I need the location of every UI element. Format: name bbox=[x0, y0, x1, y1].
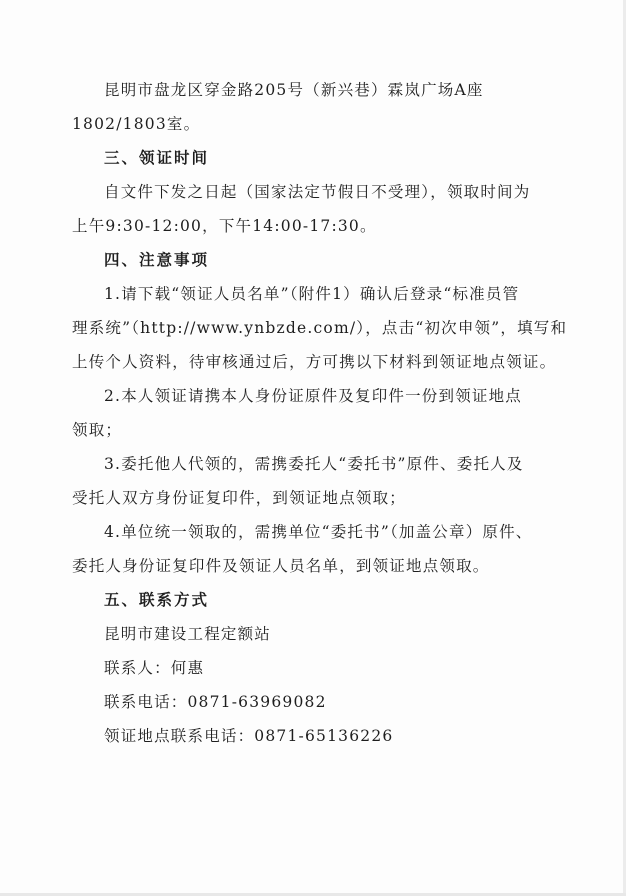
note-item-3-line-2: 受托人双方身份证复印件，到领证地点领取； bbox=[72, 489, 407, 507]
note-item-2-line-2: 领取； bbox=[72, 421, 123, 439]
collection-time-line-2: 上午9:30-12:00，下午14:00-17:30。 bbox=[72, 217, 377, 235]
section-heading-notes: 四、注意事项 bbox=[104, 251, 210, 269]
contact-organization: 昆明市建设工程定额站 bbox=[104, 625, 272, 643]
contact-phone: 联系电话：0871-63969082 bbox=[104, 693, 327, 711]
note-item-3-line-1: 3.委托他人代领的，需携委托人“委托书”原件、委托人及 bbox=[104, 455, 524, 473]
note-item-1-line-1: 1.请下载“领证人员名单”（附件1）确认后登录“标准员管 bbox=[104, 285, 520, 303]
collection-time-line-1: 自文件下发之日起（国家法定节假日不受理），领取时间为 bbox=[104, 183, 531, 201]
contact-person: 联系人：何惠 bbox=[104, 659, 205, 677]
section-heading-collection-time: 三、领证时间 bbox=[104, 149, 210, 167]
note-item-4-line-2: 委托人身份证复印件及领证人员名单，到领证地点领取。 bbox=[72, 557, 490, 575]
address-line-2: 1802/1803室。 bbox=[72, 115, 201, 133]
pickup-location-phone: 领证地点联系电话：0871-65136226 bbox=[104, 727, 394, 745]
section-heading-contact: 五、联系方式 bbox=[104, 591, 210, 609]
note-item-2-line-1: 2.本人领证请携本人身份证原件及复印件一份到领证地点 bbox=[104, 387, 522, 405]
note-item-4-line-1: 4.单位统一领取的，需携单位“委托书”（加盖公章）原件、 bbox=[104, 523, 533, 541]
note-item-1-line-3: 上传个人资料，待审核通过后，方可携以下材料到领证地点领证。 bbox=[72, 353, 557, 371]
address-line-1: 昆明市盘龙区穿金路205号（新兴巷）霖岚广场A座 bbox=[104, 81, 484, 99]
note-item-1-line-2: 理系统”（http://www.ynbzde.com/），点击“初次申领”，填写和 bbox=[72, 319, 568, 337]
